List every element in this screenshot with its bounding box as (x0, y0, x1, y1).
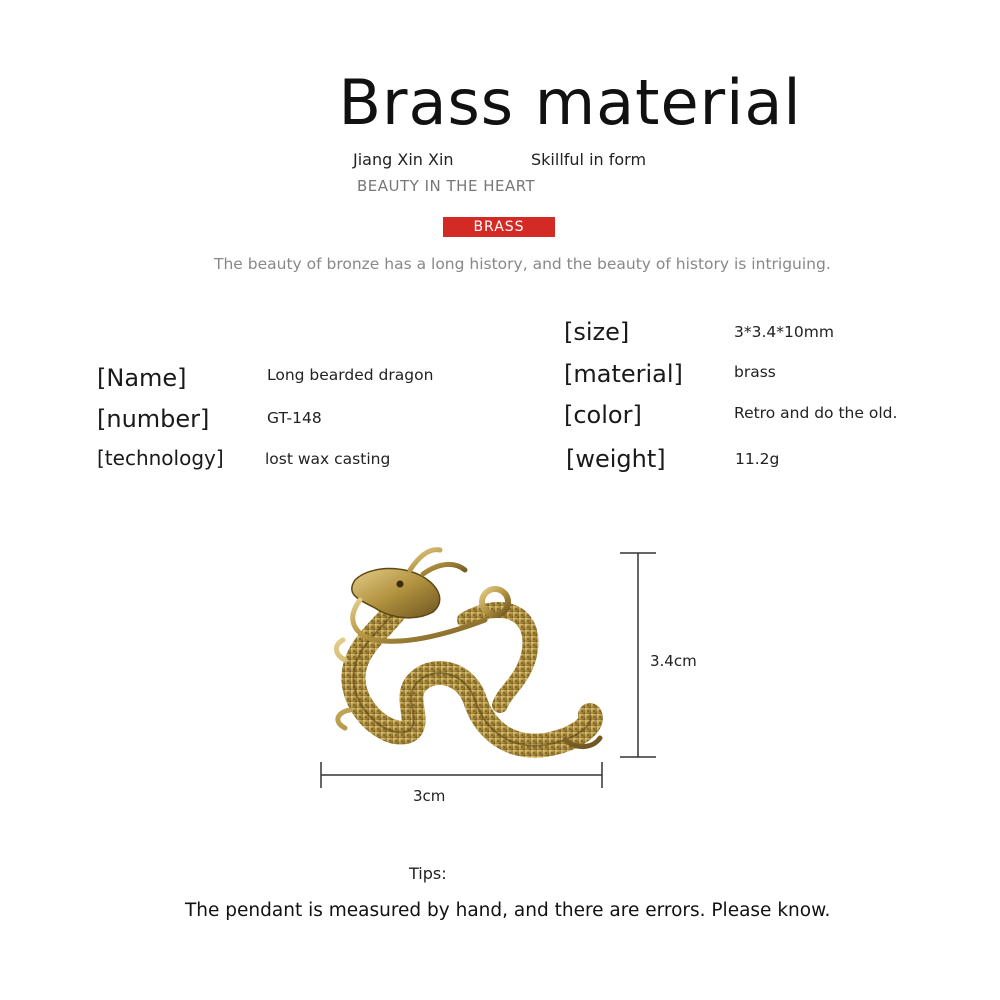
measurement-note: The pendant is measured by hand, and there are errors. Please know. (185, 900, 831, 921)
width-dimension-line (315, 756, 615, 796)
caps-slogan: BEAUTY IN THE HEART (357, 177, 536, 195)
page-title: Brass material (338, 66, 802, 139)
material-badge: BRASS (443, 217, 555, 237)
spec-name-label: [Name] (97, 364, 187, 392)
spec-color-label: [color] (564, 401, 642, 429)
spec-technology-value: lost wax casting (265, 450, 391, 468)
spec-weight-value: 11.2g (735, 450, 780, 468)
dragon-pendant-image (315, 540, 615, 770)
spec-size-label: [size] (564, 318, 630, 346)
spec-size-value: 3*3.4*10mm (734, 323, 834, 341)
tagline: The beauty of bronze has a long history, and the beauty of history is intriguing. (214, 255, 831, 273)
tips-label: Tips: (409, 864, 447, 883)
width-label: 3cm (413, 787, 446, 805)
spec-name-value: Long bearded dragon (267, 366, 434, 384)
brand-slogan: Skillful in form (531, 150, 647, 169)
spec-number-value: GT-148 (267, 409, 322, 427)
spec-material-value: brass (734, 363, 776, 381)
spec-technology-label: [technology] (97, 446, 224, 470)
height-label: 3.4cm (650, 652, 697, 670)
spec-color-value: Retro and do the old. (734, 404, 898, 422)
spec-number-label: [number] (97, 405, 210, 433)
brand-name: Jiang Xin Xin (353, 150, 454, 169)
spec-weight-label: [weight] (566, 445, 666, 473)
spec-material-label: [material] (564, 360, 683, 388)
